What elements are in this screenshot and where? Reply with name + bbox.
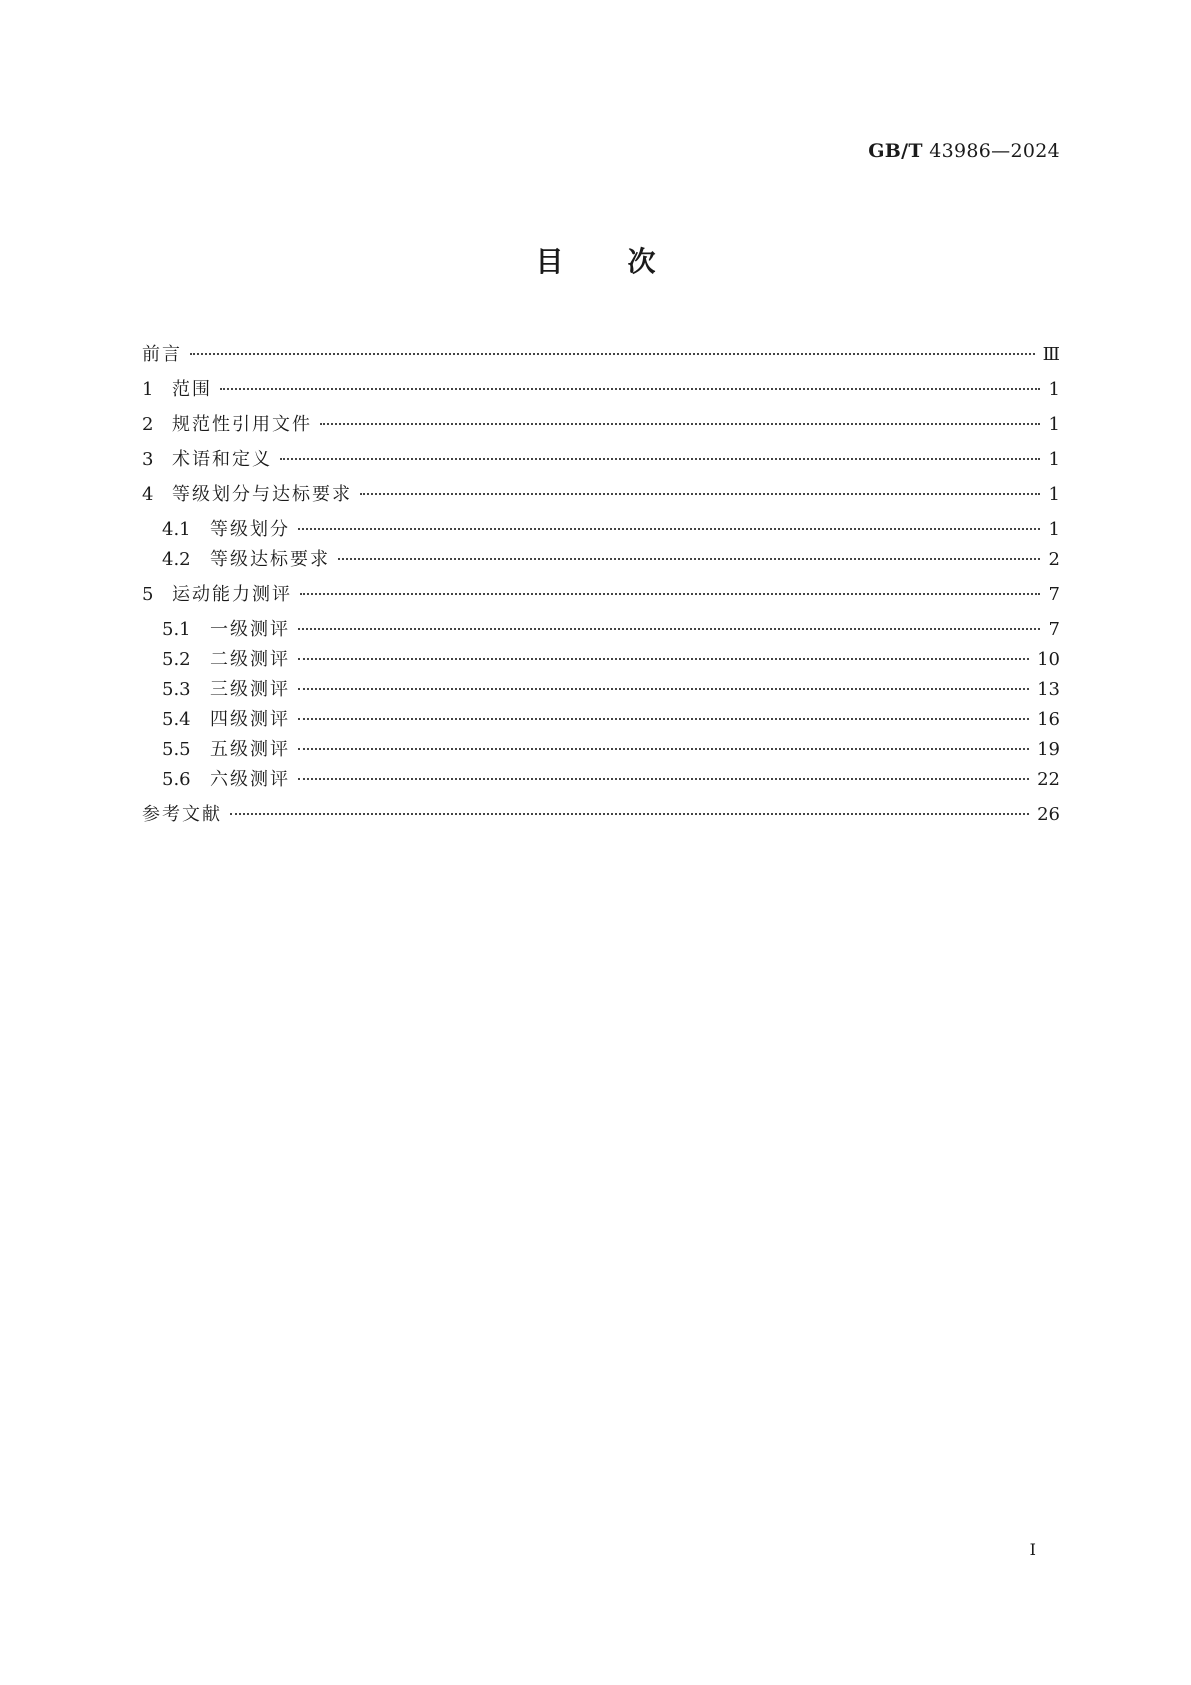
toc-entry-label: 六级测评 xyxy=(210,769,290,790)
standard-code: 43986—2024 xyxy=(929,140,1060,162)
toc-leader-dots xyxy=(300,593,1040,595)
toc-entry-number: 5.6 xyxy=(162,769,191,790)
page-number: I xyxy=(1029,1540,1036,1559)
toc-entry-page: 19 xyxy=(1037,739,1060,760)
toc-leader-dots xyxy=(220,388,1040,390)
toc-entry-number: 5.3 xyxy=(162,679,191,700)
toc-entry-page: 2 xyxy=(1048,549,1060,570)
toc-entry-label: 五级测评 xyxy=(210,739,290,760)
toc-entry-page: 1 xyxy=(1048,414,1060,435)
toc-title-part1: 目 xyxy=(535,245,564,278)
toc-entry-label: 四级测评 xyxy=(210,709,290,730)
toc-leader-dots xyxy=(298,718,1029,720)
toc-title-part2: 次 xyxy=(627,245,656,278)
toc-leader-dots xyxy=(298,528,1040,530)
toc-entry-page: 13 xyxy=(1037,679,1060,700)
toc-entry-number: 5.5 xyxy=(162,739,191,760)
toc-entry-number: 5.1 xyxy=(162,619,191,640)
toc-entry-3[interactable] xyxy=(142,445,1060,475)
toc-entry-page: 7 xyxy=(1048,584,1060,605)
toc-entry-label: 运动能力测评 xyxy=(172,584,292,605)
toc-entry-number: 4 xyxy=(142,484,154,505)
toc-entry-4-1[interactable] xyxy=(142,515,1060,545)
toc-entry-label: 参考文献 xyxy=(142,804,222,825)
toc-entry-number: 2 xyxy=(142,414,154,435)
toc-entry-number: 5 xyxy=(142,584,154,605)
toc-leader-dots xyxy=(298,628,1040,630)
toc-entry-label: 范围 xyxy=(172,379,212,400)
toc-entry-5-6[interactable] xyxy=(142,765,1060,795)
toc-entry-page: 1 xyxy=(1048,519,1060,540)
toc-leader-dots xyxy=(298,658,1029,660)
toc-title xyxy=(0,240,1191,280)
toc-entry-page: 10 xyxy=(1037,649,1060,670)
toc-entry-5-3[interactable] xyxy=(142,675,1060,705)
toc-entry-4[interactable] xyxy=(142,480,1060,510)
toc-entry-page: 16 xyxy=(1037,709,1060,730)
toc-entry-5[interactable] xyxy=(142,580,1060,610)
toc-entry-number: 5.4 xyxy=(162,709,191,730)
toc-entry-label: 二级测评 xyxy=(210,649,290,670)
toc-entry-number: 4.1 xyxy=(162,519,191,540)
toc-entry-bibliography[interactable] xyxy=(142,800,1060,830)
toc-entry-number: 3 xyxy=(142,449,154,470)
toc-entry-1[interactable] xyxy=(142,375,1060,405)
toc-entry-label: 一级测评 xyxy=(210,619,290,640)
toc-entry-label: 等级划分 xyxy=(210,519,290,540)
toc-entry-page: 1 xyxy=(1048,449,1060,470)
toc-entry-5-1[interactable] xyxy=(142,615,1060,645)
toc-entry-page: 7 xyxy=(1048,619,1060,640)
toc-entry-number: 1 xyxy=(142,379,154,400)
toc-entry-foreword[interactable] xyxy=(142,340,1060,370)
standard-number xyxy=(868,140,1060,162)
toc-leader-dots xyxy=(298,688,1029,690)
toc-entry-label: 规范性引用文件 xyxy=(172,414,312,435)
standard-prefix: GB/T xyxy=(868,140,923,162)
toc-entry-5-4[interactable] xyxy=(142,705,1060,735)
toc-leader-dots xyxy=(190,353,1035,355)
toc-entry-5-5[interactable] xyxy=(142,735,1060,765)
toc-leader-dots xyxy=(230,813,1029,815)
toc-entry-5-2[interactable] xyxy=(142,645,1060,675)
toc-entry-page: 22 xyxy=(1037,769,1060,790)
toc-entry-2[interactable] xyxy=(142,410,1060,440)
toc-entry-page: 1 xyxy=(1048,484,1060,505)
toc-entry-page: 1 xyxy=(1048,379,1060,400)
toc-entry-number: 5.2 xyxy=(162,649,191,670)
toc-leader-dots xyxy=(360,493,1040,495)
toc-leader-dots xyxy=(298,778,1029,780)
toc-entry-label: 三级测评 xyxy=(210,679,290,700)
toc-leader-dots xyxy=(320,423,1040,425)
toc-entry-label: 术语和定义 xyxy=(172,449,272,470)
toc-leader-dots xyxy=(338,558,1040,560)
toc-entry-label: 前言 xyxy=(142,344,182,365)
toc-leader-dots xyxy=(298,748,1029,750)
toc-entry-page: Ⅲ xyxy=(1042,344,1060,365)
toc-entry-number: 4.2 xyxy=(162,549,191,570)
toc-entry-4-2[interactable] xyxy=(142,545,1060,575)
toc-entry-label: 等级划分与达标要求 xyxy=(172,484,352,505)
toc-leader-dots xyxy=(280,458,1040,460)
toc-entry-label: 等级达标要求 xyxy=(210,549,330,570)
toc-entry-page: 26 xyxy=(1037,804,1060,825)
